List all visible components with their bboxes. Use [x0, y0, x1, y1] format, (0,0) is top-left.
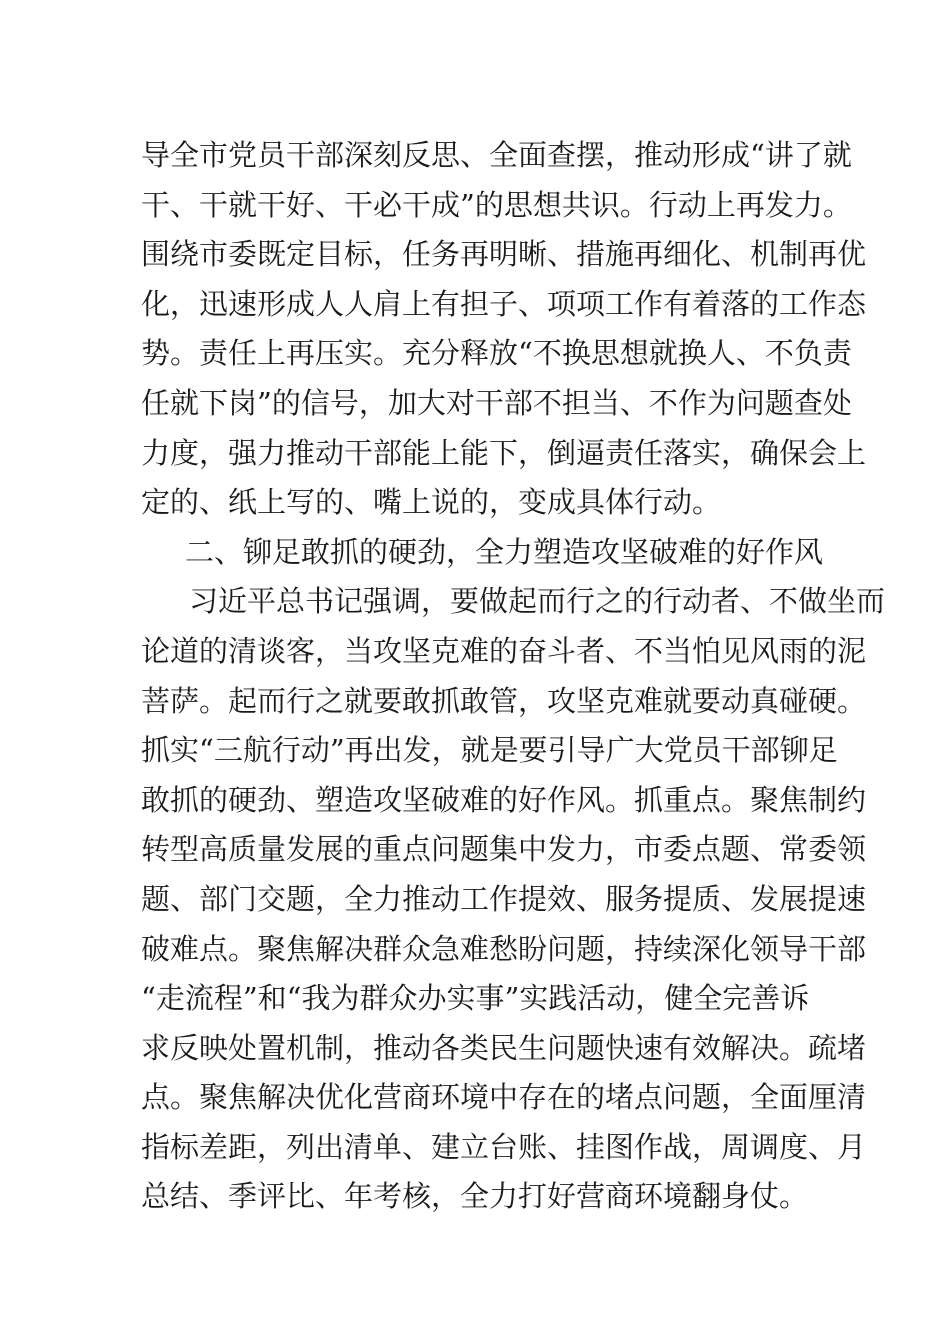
text-line: 点。聚焦解决优化营商环境中存在的堵点问题，全面厘清	[141, 1080, 867, 1115]
text-line: 围绕市委既定目标，任务再明晰、措施再细化、机制再优	[141, 237, 867, 272]
text-line: 导全市党员干部深刻反思、全面查摆，推动形成“讲了就	[141, 138, 852, 172]
section-heading: 二、铆足敢抓的硬劲，全力塑造攻坚破难的好作风	[185, 534, 824, 569]
text-line: 习近平总书记强调，要做起而行之的行动者、不做坐而	[189, 584, 886, 619]
text-line: 破难点。聚焦解决群众急难愁盼问题，持续深化领导干部	[141, 931, 867, 966]
text-line: 题、部门交题，全力推动工作提效、服务提质、发展提速	[141, 881, 867, 916]
text-line: 定的、纸上写的、嘴上说的，变成具体行动。	[141, 485, 722, 520]
text-line: 指标差距，列出清单、建立台账、挂图作战，周调度、月	[141, 1129, 867, 1164]
body-text	[141, 131, 886, 1222]
text-line: 抓实“三航行动”再出发，就是要引导广大党员干部铆足	[141, 733, 838, 768]
text-line: 论道的清谈客，当攻坚克难的奋斗者、不当怕见风雨的泥	[141, 633, 867, 668]
text-line: 势。责任上再压实。充分释放“不换思想就换人、不负责	[141, 336, 852, 371]
text-line: 总结、季评比、年考核，全力打好营商环境翻身仗。	[141, 1179, 809, 1214]
text-line: “走流程”和“我为群众办实事”实践活动，健全完善诉	[141, 981, 810, 1016]
text-line: 任就下岗”的信号，加大对干部不担当、不作为问题查处	[141, 385, 852, 420]
text-line: 力度，强力推动干部能上能下，倒逼责任落实，确保会上	[141, 435, 867, 470]
text-line: 菩萨。起而行之就要敢抓敢管，攻坚克难就要动真碰硬。	[141, 683, 867, 718]
text-line: 转型高质量发展的重点问题集中发力，市委点题、常委领	[141, 832, 867, 867]
text-line: 敢抓的硬劲、塑造攻坚破难的好作风。抓重点。聚焦制约	[141, 782, 867, 817]
text-line: 求反映处置机制，推动各类民生问题快速有效解决。疏堵	[141, 1030, 867, 1065]
text-line: 化，迅速形成人人肩上有担子、项项工作有着落的工作态	[141, 286, 867, 321]
text-line: 干、干就干好、干必干成”的思想共识。行动上再发力。	[141, 187, 852, 222]
